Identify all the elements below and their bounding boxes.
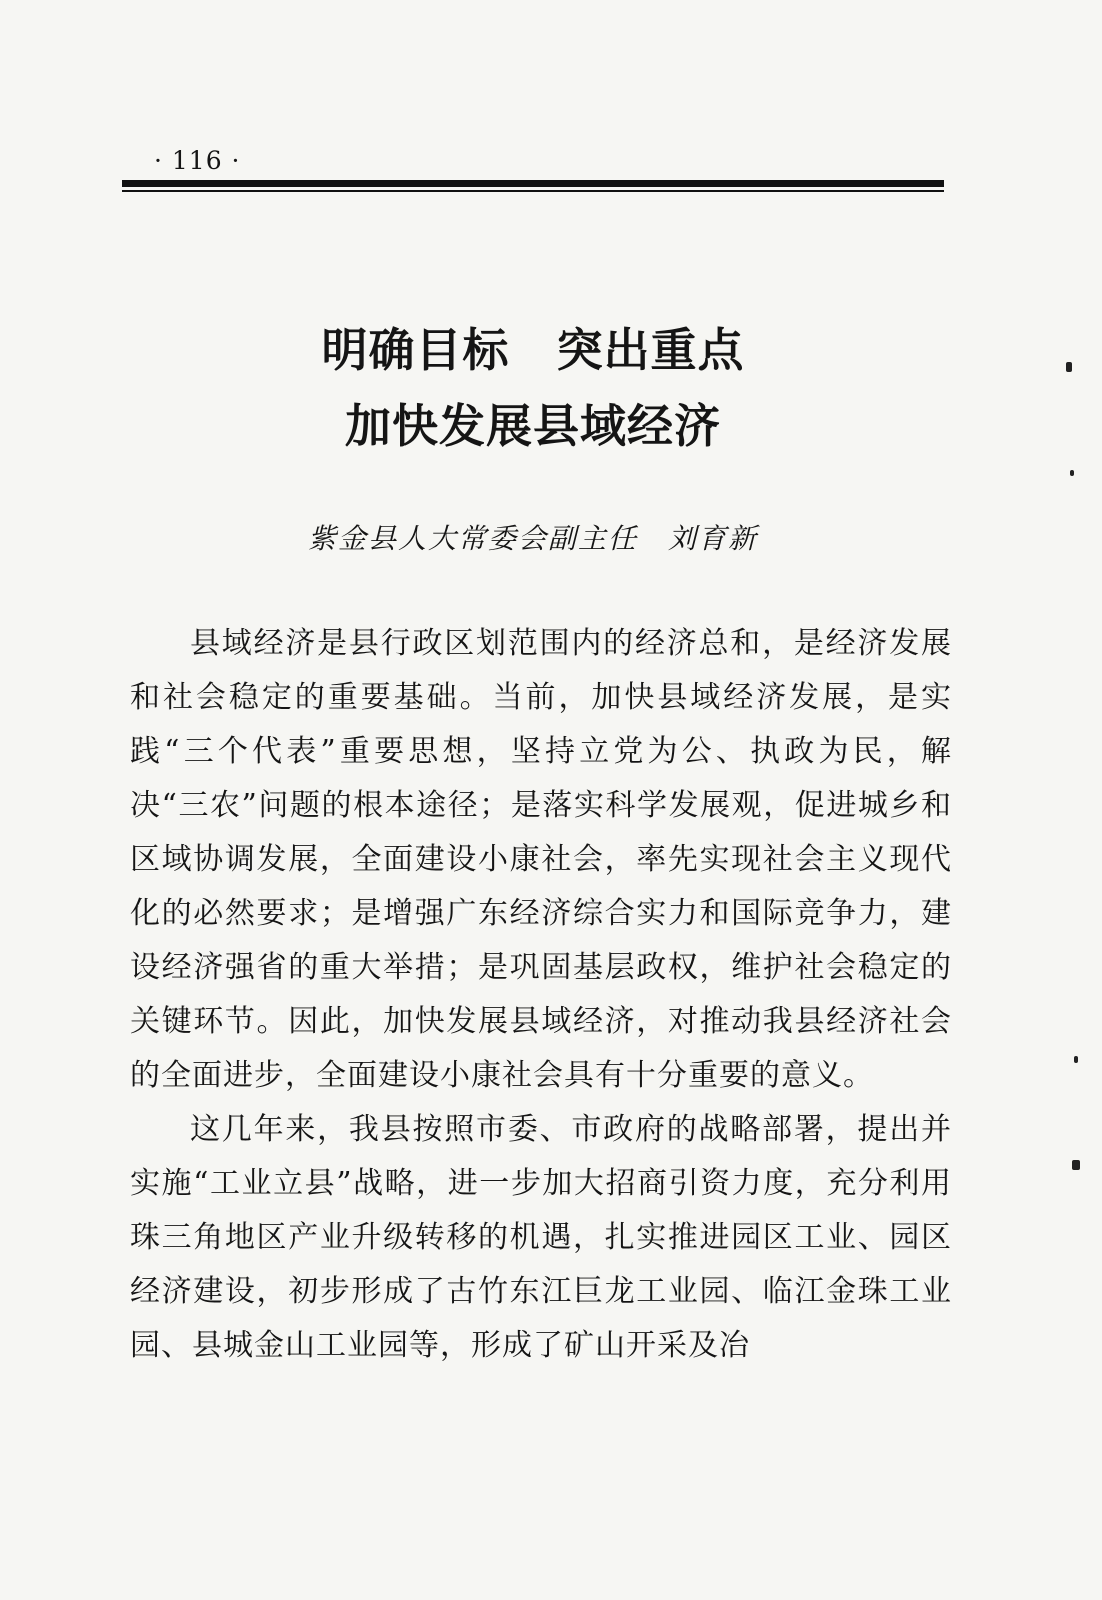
scan-speck — [1070, 470, 1074, 476]
page-number: · 116 · — [154, 146, 241, 175]
scan-speck — [1072, 1160, 1080, 1170]
header-rule-thick — [122, 180, 944, 187]
body-paragraph-1: 县域经济是县行政区划范围内的经济总和，是经济发展和社会稳定的重要基础。当前，加快县域经济发展，是实践“三个代表”重要思想，坚持立党为公、执政为民，解决“三农”问题的根本途径；是落实科学发展观，促进城乡和区域协调发展，全面建设小康社会，率先实现社会主义现代化的必然要求；是增强广东经济综合实力和国际竞争力，建设经济强省的重大举措；是巩固基层政权，维护社会稳定的关键环节。因此，加快发展县域经济，对推动我县经济社会的全面进步，全面建设小康社会具有十分重要的意义。 — [130, 626, 952, 1093]
page-header — [122, 140, 944, 198]
scan-speck — [1074, 1056, 1078, 1063]
title-line-1: 明确目标 突出重点 — [321, 323, 745, 377]
author-byline: 紫金县人大常委会副主任 刘育新 — [307, 522, 758, 555]
article-body — [130, 617, 952, 1373]
title-line-2: 加快发展县域经济 — [345, 399, 721, 453]
article-title — [122, 312, 944, 464]
header-rule-thin — [122, 190, 944, 192]
body-paragraph-2: 这几年来，我县按照市委、市政府的战略部署，提出并实施“工业立县”战略，进一步加大招商引资力度，充分利用珠三角地区产业升级转移的机遇，扎实推进园区工业、园区经济建设，初步形成了古竹东江巨龙工业园、临江金珠工业园、县城金山工业园等，形成了矿山开采及冶 — [130, 1112, 952, 1363]
scan-speck — [1066, 362, 1072, 372]
